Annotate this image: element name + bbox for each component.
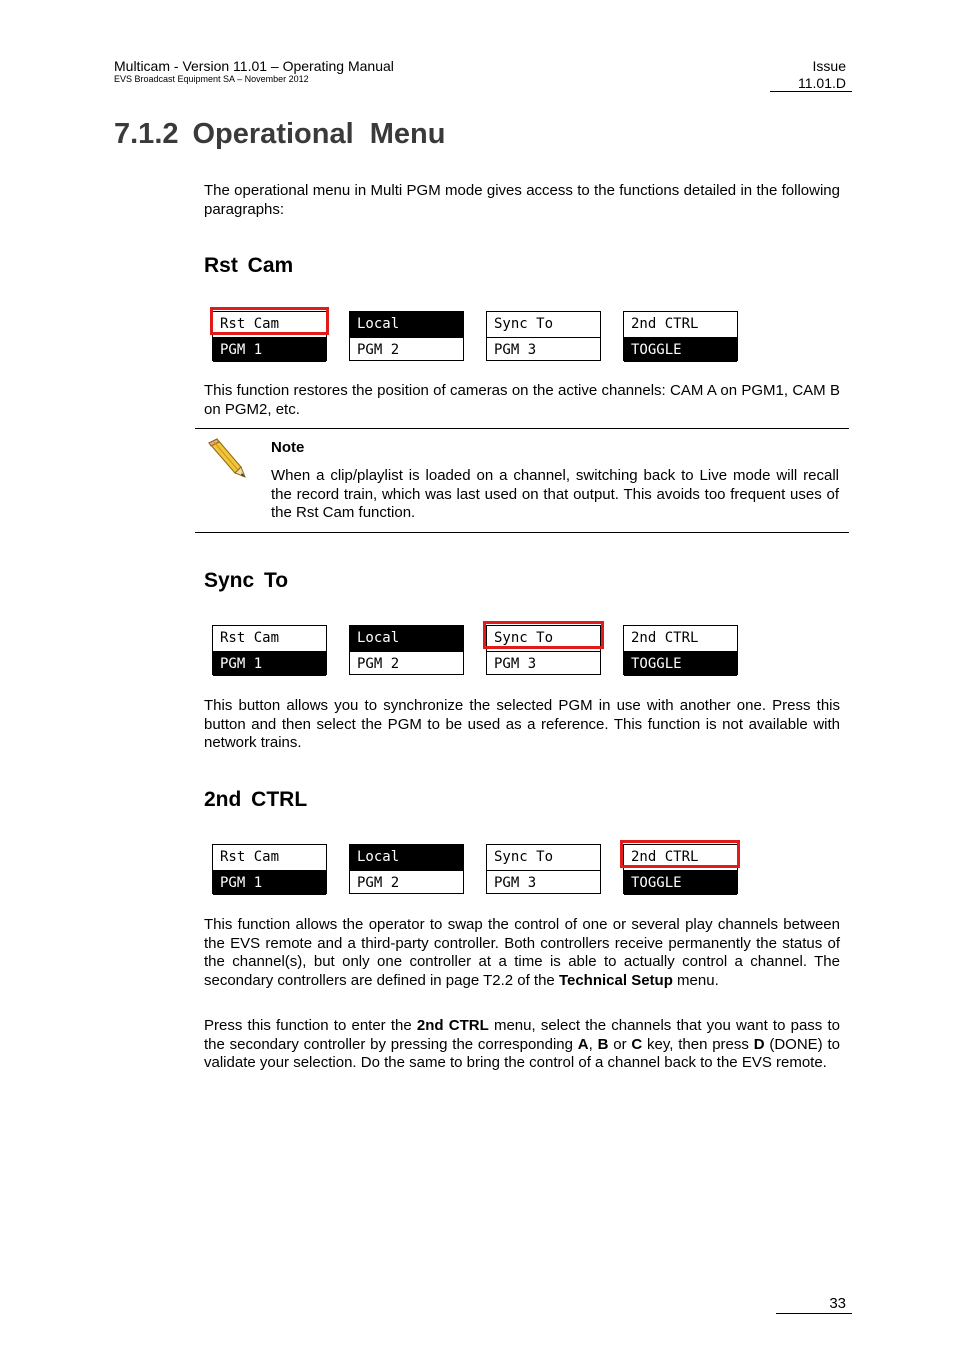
key-a: A	[577, 1035, 589, 1053]
button-bottom-label: PGM 1	[213, 337, 326, 362]
button-top-label: Sync To	[494, 316, 554, 332]
button-bottom-label: PGM 3	[487, 870, 600, 895]
local-button[interactable]	[349, 311, 464, 361]
2nd-ctrl-instructions	[204, 1017, 840, 1073]
document-title: Multicam - Version 11.01 – Operating Manual	[114, 58, 394, 74]
button-top-label: Sync To	[494, 849, 554, 865]
text-run: key, then press	[642, 1035, 754, 1053]
button-bottom-label: TOGGLE	[624, 870, 737, 895]
highlight-frame	[620, 840, 740, 868]
button-top-label: Local	[350, 626, 463, 651]
button-top-label: Rst Cam	[220, 630, 280, 646]
text-run: or	[608, 1035, 632, 1053]
second-ctrl-button[interactable]	[623, 311, 738, 361]
button-top-label: Rst Cam	[220, 316, 280, 332]
highlight-frame	[483, 621, 604, 649]
key-d: D	[753, 1035, 765, 1053]
footer-rule	[776, 1313, 852, 1314]
rst-cam-button[interactable]	[212, 625, 327, 675]
chapter-title: Operational Menu	[192, 118, 446, 150]
button-top-label: 2nd CTRL	[631, 849, 699, 865]
text-run: menu.	[672, 971, 719, 989]
button-top-label: Local	[350, 845, 463, 870]
button-bottom-label: PGM 1	[213, 870, 326, 895]
button-top-label: Local	[350, 312, 463, 337]
text-run: Press this function to enter the	[204, 1017, 417, 1034]
button-bottom-label: TOGGLE	[624, 337, 737, 362]
note-bottom-rule	[195, 532, 849, 533]
button-top-label: 2nd CTRL	[631, 630, 699, 646]
button-bottom-label: PGM 2	[350, 870, 463, 895]
section-title-rst-cam: Rst Cam	[204, 254, 294, 277]
button-top-label: Rst Cam	[220, 849, 280, 865]
rst-cam-button[interactable]	[212, 844, 327, 894]
issue-label: Issue	[812, 58, 846, 74]
local-button[interactable]	[349, 625, 464, 675]
sync-to-description: This button allows you to synchronize the selected PGM in use with another one. Press this button and then select the PGM to be used as a reference. This function is not available with network trains.	[204, 697, 840, 751]
section-title-sync-to: Sync To	[204, 569, 289, 592]
button-bottom-label: PGM 2	[350, 651, 463, 676]
text-run: ,	[588, 1035, 598, 1053]
note-top-rule	[195, 428, 849, 429]
local-button[interactable]	[349, 844, 464, 894]
page-number: 33	[829, 1295, 846, 1312]
text-run: (DONE) to validate your selection. Do the same to bring the control of a channel back to the EVS remote.	[204, 1035, 840, 1071]
rst-cam-description: This function restores the position of cameras on the active channels: CAM A on PGM1, CAM B on PGM2, etc.	[204, 382, 840, 418]
button-bottom-label: PGM 3	[487, 337, 600, 362]
button-row-rst-cam	[212, 311, 742, 363]
button-bottom-label: PGM 3	[487, 651, 600, 676]
section-title-2nd-ctrl: 2nd CTRL	[204, 788, 308, 811]
header-rule	[770, 91, 852, 92]
2nd-ctrl-description	[204, 916, 840, 990]
button-bottom-label: TOGGLE	[624, 651, 737, 676]
button-bottom-label: PGM 1	[213, 651, 326, 676]
chapter-heading	[114, 118, 445, 151]
button-row-2nd-ctrl	[212, 844, 742, 896]
text-run: This function allows the operator to swap the control of one or several play channels between the EVS remote and a third-party controller. Both controllers receive permanently the status of the channel(s), but only one controller at a time is able to actually control a channel. The secondary controllers are defined in page T2.2 of the	[204, 916, 840, 989]
button-top-label: 2nd CTRL	[631, 316, 699, 332]
company-line: EVS Broadcast Equipment SA – November 2012	[114, 74, 309, 84]
chapter-number: 7.1.2	[114, 118, 179, 150]
intro-paragraph: The operational menu in Multi PGM mode gives access to the functions detailed in the following paragraphs:	[204, 182, 840, 218]
key-b: B	[597, 1035, 609, 1053]
note-title: Note	[271, 439, 305, 456]
technical-setup-term: Technical Setup	[558, 971, 673, 989]
button-bottom-label: PGM 2	[350, 337, 463, 362]
menu-term: 2nd CTRL	[416, 1017, 489, 1034]
key-c: C	[631, 1035, 643, 1053]
issue-value: 11.01.D	[798, 75, 846, 91]
button-top-label: Sync To	[494, 630, 554, 646]
note-text: When a clip/playlist is loaded on a channel, switching back to Live mode will recall the record train, which was last used on that output. This avoids too frequent uses of the Rst Cam function.	[271, 467, 839, 521]
button-row-sync-to	[212, 625, 742, 677]
text-run: menu, select the channels that you want to pass to the secondary controller by pressing the corresponding	[204, 1017, 841, 1053]
pencil-icon	[205, 437, 247, 479]
sync-to-button[interactable]	[486, 311, 601, 361]
second-ctrl-button[interactable]	[623, 625, 738, 675]
sync-to-button[interactable]	[486, 844, 601, 894]
highlight-frame	[210, 307, 329, 335]
